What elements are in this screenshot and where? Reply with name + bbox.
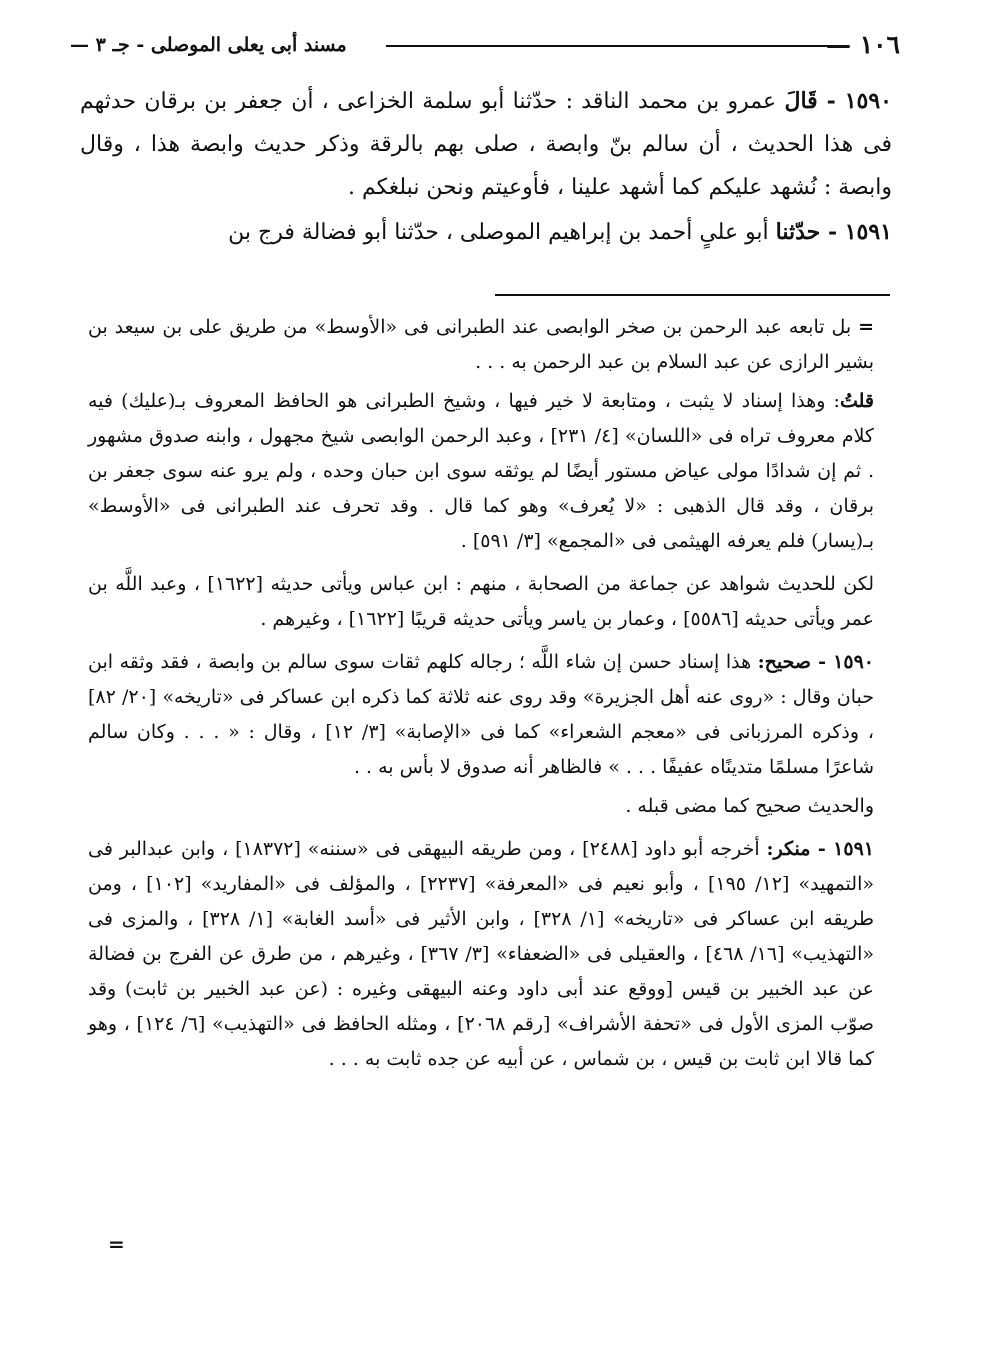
hadith-1591 — [80, 211, 892, 254]
footnote-witnesses — [88, 567, 874, 637]
footnote-6-text: أخرجه أبو داود [٢٤٨٨] ، ومن طريقه البيهقى فى «سننه» [١٨٣٧٢] ، وابن عبدالبر فى «التمهيد» [١٢/ ١٩٥] ، وأبو نعيم فى «المعرفة» [٢٢٣٧] ، والمؤلف فى «المفاريد» [١٠٢] ، ومن طريقه ابن عساكر فى «تاريخه» [١/ ٣٢٨] ، وابن الأثير فى «أسد الغابة» [١/ ٣٢٨] ، والمزى فى «التهذيب» [١٦/ ٤٦٨] ، والعقيلى فى «الضعفاء» [٣/ ٣٦٧] ، وغيرهم ، من طرق عن الفرج بن فضالة عن عبد الخبير بن قيس [ووقع عند أبى داود وعنه البيهقى وغيره : (عن عبد الخبير بن ثابت) وقد صوّب المزى الأول فى «تحفة الأشراف» [رقم ٢٠٦٨] ، ومثله الحافظ فى «التهذيب» [٦/ ١٢٤] ، وهو كما قالا ابن ثابت بن قيس ، بن شماس ، عن أبيه عن جده ثابت به . . . — [88, 838, 875, 1070]
footnote-1590-conclusion — [88, 789, 874, 824]
footnotes — [88, 310, 874, 1085]
footnote-1591 — [88, 832, 874, 1077]
footnote-1591-label: ١٥٩١ - منكر: — [766, 838, 874, 860]
page-header — [70, 30, 900, 60]
hadith-1590-text: عمرو بن محمد الناقد : حدّثنا أبو سلمة الخزاعى ، أن جعفر بن برقان حدثهم فى هذا الحديث ، أن سالم بنّ وابصة ، صلى بهم بالرقة وذكر حديث وابصة هذا ، وقال وابصة : نُشهد عليكم كما أشهد علينا ، فأوعيتم ونحن نبلغكم . — [80, 89, 892, 200]
footnote-1590-label: ١٥٩٠ - صحيح: — [757, 651, 874, 673]
header-rule — [386, 45, 828, 47]
footnote-1590 — [88, 645, 874, 785]
comment-label: قلتُ — [839, 390, 874, 412]
hadith-1591-lead: ١٥٩١ - حدّثنا — [775, 219, 892, 245]
footnote-3-text: لكن للحديث شواهد عن جماعة من الصحابة ، منهم : ابن عباس ويأتى حديثه [١٦٢٢] ، وعبد اللَّه بن عمر ويأتى حديثه [٥٥٨٦] ، وعمار بن ياسر ويأتى حديثه قريبًا [١٦٢٢] ، وغيرهم . — [88, 573, 874, 630]
hadith-1590-lead: ١٥٩٠ - قَالَ — [784, 88, 892, 114]
hadith-1591-text: أبو علىٍ أحمد بن إبراهيم الموصلى ، حدّثنا أبو فضالة فرج بن — [228, 220, 776, 245]
continuation-marker: = — [858, 316, 874, 338]
footnote-2-text: : وهذا إسناد لا يثبت ، ومتابعة لا خير فيها ، وشيخ الطبرانى هو الحافظ المعروف بـ(عليك) فيه كلام معروف تراه فى «اللسان» [٤/ ٢٣١] ، وعبد الرحمن الوابصى شيخ مجهول ، وابنه صدوق مشهور . ثم إن شدادًا مولى عياض مستور أيضًا لم يوثقه سوى ابن حبان وحده ، ولم يرو عنه سوى جعفر بن برقان ، وقد قال الذهبى : «لا يُعرف» وهو كما قال . وقد تحرف عند الطبرانى فى «الأوسط» بـ(يسار) فلم يعرفه الهيثمى فى «المجمع» [٣/ ٥٩١] . — [88, 390, 874, 552]
footnote-continuation — [88, 310, 874, 380]
running-title: مسند أبى يعلى الموصلى - جـ ٣ — — [70, 34, 347, 56]
footnote-comment — [88, 384, 874, 559]
footnote-4-text: هذا إسناد حسن إن شاء اللَّه ؛ رجاله كلهم ثقات سوى سالم بن وابصة ، فقد وثقه ابن حبان وقال : «روى عنه أهل الجزيرة» وقد روى عنه ثلاثة كما ذكره ابن عساكر فى «تاريخه» [٢٠/ ٨٢] ، وذكره المرزبانى فى «معجم الشعراء» كما فى «الإصابة» [٣/ ١٢] ، وقال : « . . . وكان سالم شاعرًا مسلمًا متدينًاه عفيفًا . . . » فالظاهر أنه صدوق لا بأس به . . — [88, 651, 874, 778]
main-text — [80, 80, 892, 256]
footnote-separator — [495, 294, 890, 296]
hadith-1590 — [80, 80, 892, 209]
footnote-5-text: والحديث صحيح كما مضى قبله . — [625, 795, 874, 817]
page-end-continuation-marker: = — [108, 1232, 125, 1256]
page-number: ١٠٦ — — [825, 30, 900, 59]
footnote-1-text: بل تابعه عبد الرحمن بن صخر الوابصى عند الطبرانى فى «الأوسط» من طريق على بن سيعد بن بشير الرازى عن عبد السلام بن عبد الرحمن به . . . — [88, 316, 874, 373]
